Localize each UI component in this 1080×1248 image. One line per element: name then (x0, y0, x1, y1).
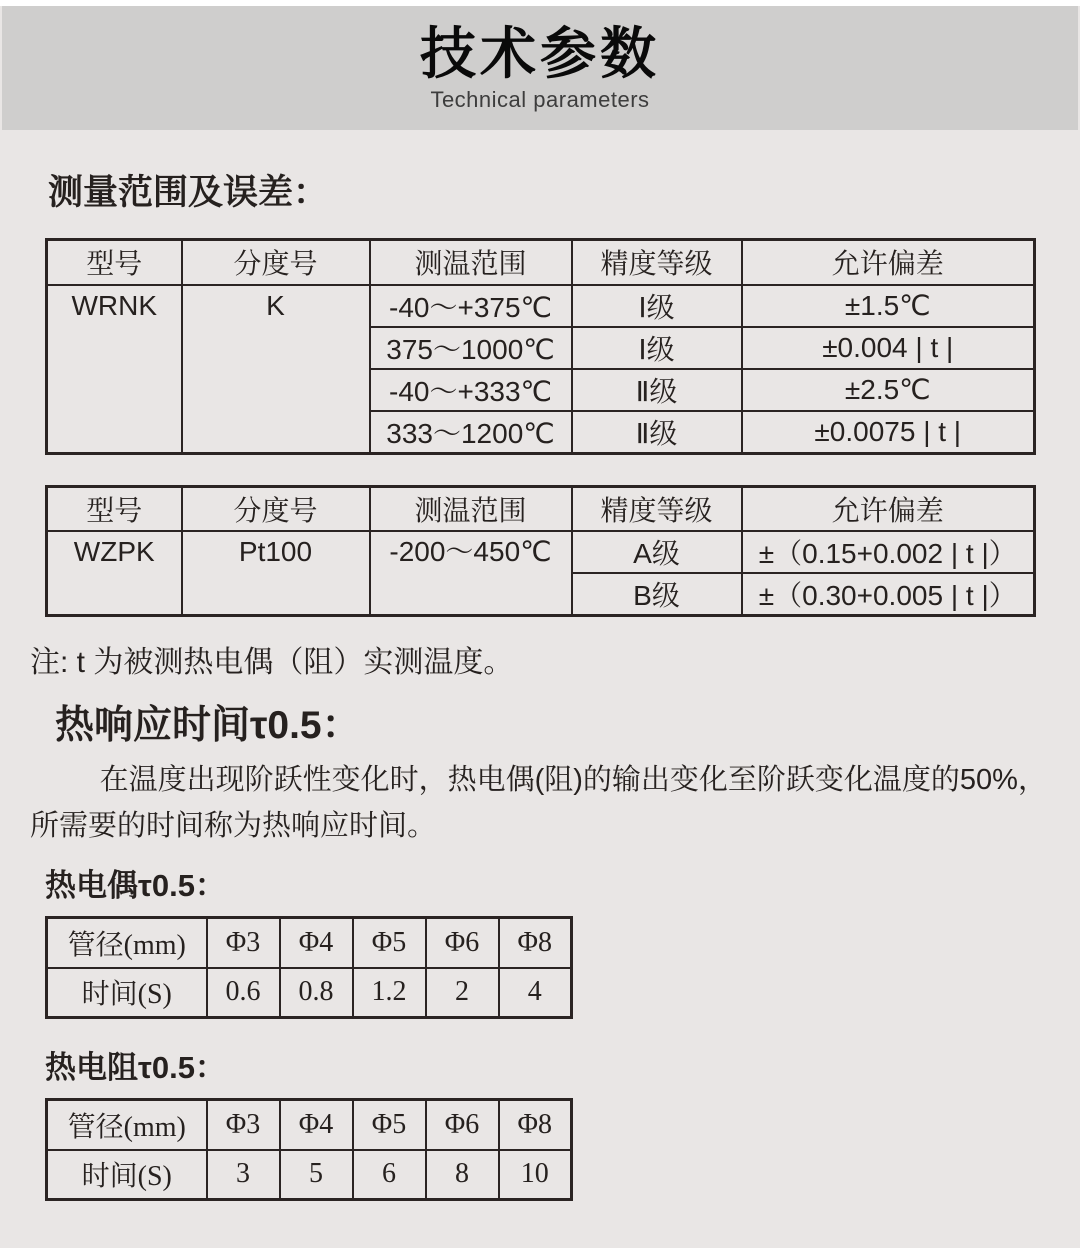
table-header-row (47, 486, 1035, 531)
column-header-graduation: 分度号 (182, 240, 370, 285)
table-row (47, 968, 572, 1018)
table-row (47, 531, 1035, 573)
page-subtitle: Technical parameters (430, 87, 650, 113)
column-header-deviation: 允许偏差 (742, 240, 1035, 285)
column-header-range: 测温范围 (370, 240, 572, 285)
header-banner (2, 6, 1078, 130)
range-cell: 333～1200℃ (370, 411, 572, 454)
grade-cell: Ⅰ级 (572, 285, 742, 327)
subsection-title-thermocouple-tau: 热电偶τ0.5： (45, 868, 226, 903)
column-header-model: 型号 (47, 240, 182, 285)
grade-cell: B级 (572, 573, 742, 616)
range-cell: -40～+375℃ (370, 285, 572, 327)
table-row (47, 1150, 572, 1200)
diameter-cell: Φ6 (426, 1100, 499, 1150)
column-header-deviation: 允许偏差 (742, 486, 1035, 531)
deviation-cell: ±0.0075 | t | (742, 411, 1035, 454)
section-title-response-time: 热响应时间τ0.5： (55, 704, 361, 747)
graduation-cell: Pt100 (182, 531, 370, 616)
table-row (47, 1100, 572, 1150)
diameter-cell: Φ5 (353, 1100, 426, 1150)
deviation-cell: ±1.5℃ (742, 285, 1035, 327)
time-cell: 1.2 (353, 968, 426, 1018)
rtd-response-table (45, 1098, 573, 1201)
time-cell: 4 (499, 968, 572, 1018)
time-cell: 5 (280, 1150, 353, 1200)
model-cell: WRNK (47, 285, 182, 454)
diameter-cell: Φ3 (207, 1100, 280, 1150)
diameter-label-cell: 管径(mm) (47, 918, 207, 968)
range-cell: -40～+333℃ (370, 369, 572, 411)
column-header-grade: 精度等级 (572, 486, 742, 531)
rtd-spec-table (45, 485, 1036, 618)
time-cell: 8 (426, 1150, 499, 1200)
thermocouple-response-table (45, 916, 573, 1019)
diameter-cell: Φ8 (499, 1100, 572, 1150)
deviation-cell: ±（0.30+0.005 | t |） (742, 573, 1035, 616)
grade-cell: A级 (572, 531, 742, 573)
graduation-cell: K (182, 285, 370, 454)
column-header-model: 型号 (47, 486, 182, 531)
deviation-cell: ±（0.15+0.002 | t |） (742, 531, 1035, 573)
range-cell: 375～1000℃ (370, 327, 572, 369)
column-header-graduation: 分度号 (182, 486, 370, 531)
time-cell: 6 (353, 1150, 426, 1200)
table-row (47, 918, 572, 968)
diameter-cell: Φ4 (280, 918, 353, 968)
time-cell: 3 (207, 1150, 280, 1200)
section-title-measurement-range: 测量范围及误差： (48, 173, 329, 212)
diameter-cell: Φ8 (499, 918, 572, 968)
thermocouple-spec-table (45, 238, 1036, 455)
deviation-cell: ±2.5℃ (742, 369, 1035, 411)
deviation-cell: ±0.004 | t | (742, 327, 1035, 369)
grade-cell: Ⅱ级 (572, 411, 742, 454)
diameter-cell: Φ5 (353, 918, 426, 968)
table-row (47, 285, 1035, 327)
table-header-row (47, 240, 1035, 285)
subsection-title-rtd-tau: 热电阻τ0.5： (45, 1050, 226, 1085)
time-label-cell: 时间(S) (47, 1150, 207, 1200)
diameter-label-cell: 管径(mm) (47, 1100, 207, 1150)
grade-cell: Ⅰ级 (572, 327, 742, 369)
time-cell: 0.6 (207, 968, 280, 1018)
time-label-cell: 时间(S) (47, 968, 207, 1018)
range-cell: -200～450℃ (370, 531, 572, 616)
column-header-range: 测温范围 (370, 486, 572, 531)
diameter-cell: Φ6 (426, 918, 499, 968)
time-cell: 0.8 (280, 968, 353, 1018)
time-cell: 2 (426, 968, 499, 1018)
grade-cell: Ⅱ级 (572, 369, 742, 411)
footnote: 注: t 为被测热电偶（阻）实测温度。 (30, 646, 514, 679)
time-cell: 10 (499, 1150, 572, 1200)
model-cell: WZPK (47, 531, 182, 616)
diameter-cell: Φ3 (207, 918, 280, 968)
page-title: 技术参数 (420, 21, 660, 85)
diameter-cell: Φ4 (280, 1100, 353, 1150)
column-header-grade: 精度等级 (572, 240, 742, 285)
response-time-description: 在温度出现阶跃性变化时，热电偶(阻)的输出变化至阶跃变化温度的50%，所需要的时间称为热响应时间。 (30, 764, 1047, 842)
